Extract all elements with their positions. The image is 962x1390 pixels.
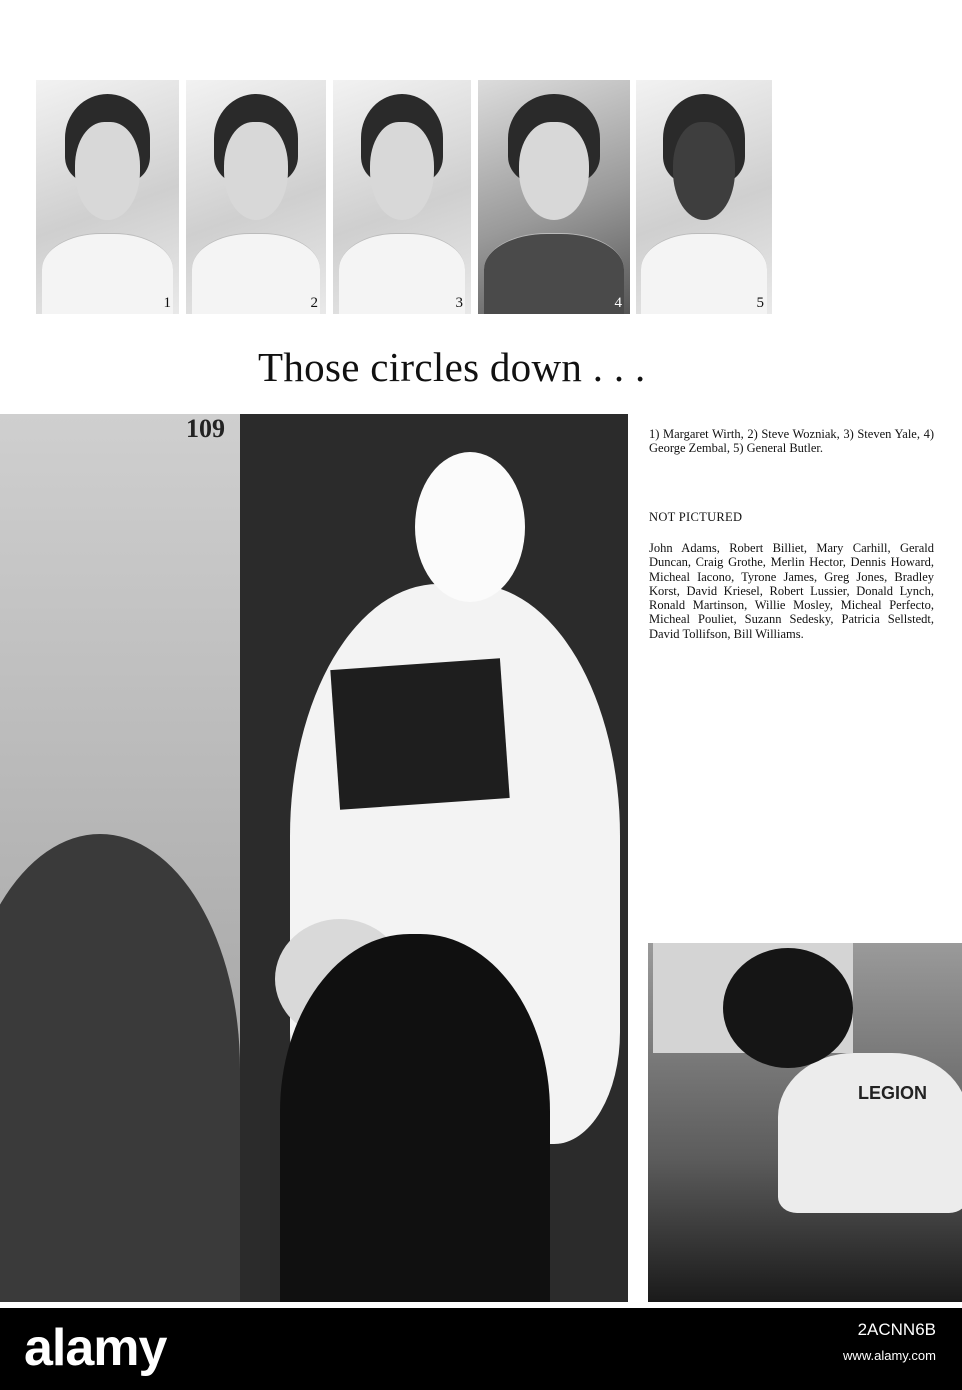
- portrait-face: [370, 122, 433, 220]
- portrait-number: 3: [455, 295, 463, 311]
- room-number: 109: [186, 414, 225, 443]
- angel-head: [415, 452, 525, 602]
- portrait-face: [673, 122, 736, 220]
- portrait-number: 2: [310, 295, 318, 311]
- portrait-shoulders: [484, 233, 624, 314]
- student-center: [280, 934, 550, 1302]
- image-id: 2ACNN6B: [857, 1320, 936, 1339]
- alamy-logo: alamy: [24, 1319, 167, 1377]
- student-shirt: [778, 1053, 962, 1213]
- portrait-5: [636, 80, 772, 314]
- portrait-4: [478, 80, 630, 314]
- main-photo: [0, 414, 628, 1302]
- portrait-shoulders: [339, 233, 466, 314]
- shirt-print: LEGION: [858, 1083, 928, 1103]
- portrait-number: 5: [756, 295, 764, 311]
- portrait-shoulders: [192, 233, 321, 314]
- student-head: [723, 948, 853, 1068]
- portrait-2: [186, 80, 326, 314]
- portrait-face: [519, 122, 589, 220]
- portrait-3: [333, 80, 471, 314]
- image-meta: [843, 1320, 936, 1363]
- portrait-shoulders: [641, 233, 766, 314]
- portrait-caption: 1) Margaret Wirth, 2) Steve Wozniak, 3) Steven Yale, 4) George Zembal, 5) General Butler.: [649, 427, 934, 456]
- portrait-1: [36, 80, 179, 314]
- portrait-number: 4: [614, 295, 622, 311]
- page-title: Those circles down . . .: [258, 344, 646, 390]
- site-url: www.alamy.com: [843, 1348, 936, 1363]
- side-photo: [648, 943, 962, 1302]
- portrait-face: [224, 122, 288, 220]
- portrait-face: [75, 122, 141, 220]
- portrait-number: 1: [163, 295, 171, 311]
- not-pictured-title: NOT PICTURED: [649, 510, 743, 524]
- not-pictured-names: John Adams, Robert Billiet, Mary Carhill, Gerald Duncan, Craig Grothe, Merlin Hector, Dennis Howard, Micheal Iacono, Tyrone James, Greg Jones, Bradley Korst, David Kriesel, Robert Lussier, Donald Lynch, Ronald Martinson, Willie Mosley, Micheal Perfecto, Micheal Pouliet, Suzann Sedesky, Patricia Sellstedt, David Tollifson, Bill Williams.: [649, 541, 934, 641]
- angel-book: [330, 658, 509, 810]
- watermark-footer: [0, 1308, 962, 1390]
- portrait-shoulders: [42, 233, 174, 314]
